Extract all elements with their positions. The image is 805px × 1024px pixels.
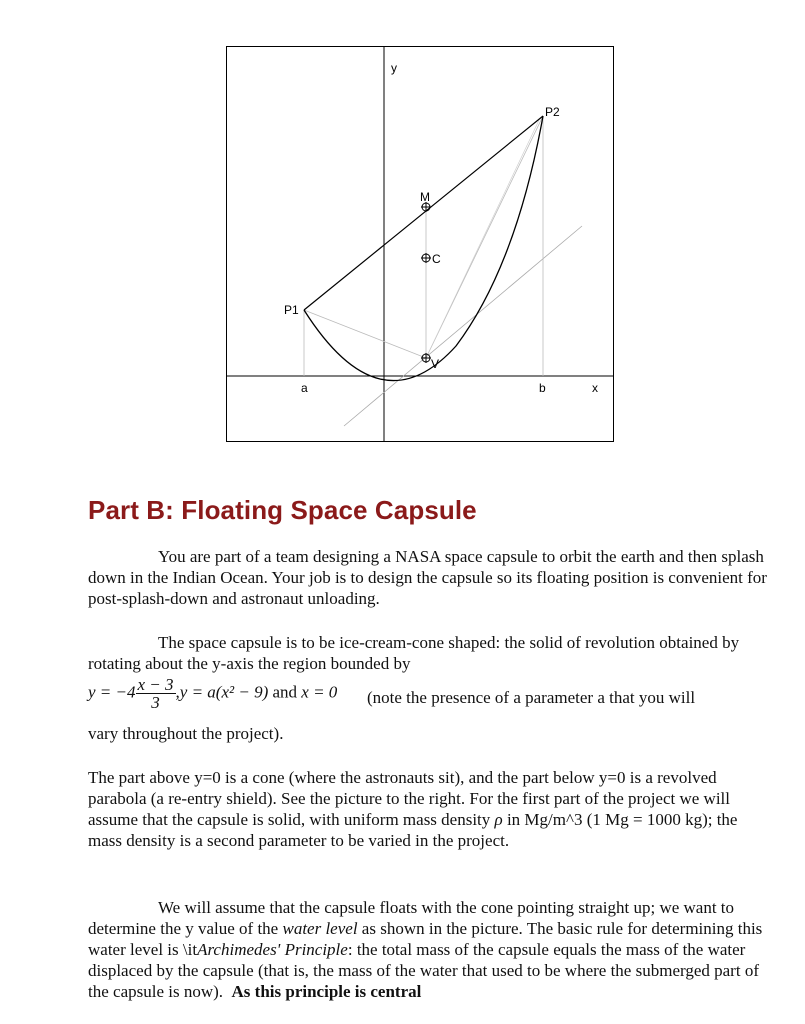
water-level-term: water level xyxy=(282,919,358,938)
equation-parabola: ,y = a(x² − 9) xyxy=(175,682,269,702)
label-p2: P2 xyxy=(545,105,560,119)
tangent-line xyxy=(344,226,582,426)
section-title: Part B: Floating Space Capsule xyxy=(88,495,477,525)
cone-text-b: in Mg/m^3 (1 Mg = 1000 kg); the mass density is a second parameter to be varied in the project. xyxy=(88,810,738,850)
secant-p1-p2 xyxy=(304,116,543,310)
point-c-marker xyxy=(421,253,431,263)
label-m: M xyxy=(420,190,430,204)
label-p1: P1 xyxy=(284,303,299,317)
fraction-denominator: 3 xyxy=(151,693,160,712)
equation-note-line1: (note the presence of a parameter a that you will xyxy=(367,688,696,707)
paragraph-shape-intro: The space capsule is to be ice-cream-cone shaped: the solid of revolution obtained by rotating about the y-axis the region bounded by xyxy=(88,633,740,673)
arch-text-c: : the total mass of the capsule equals the mass of the water displaced by the capsule (that is, the mass of the water that used to be where the submerged part of the capsule is now). xyxy=(88,940,759,1001)
chord-v-p2-b xyxy=(426,118,540,358)
equation-axis: x = 0 xyxy=(301,682,338,702)
arch-text-b: as shown in the picture. The basic rule for determining this water level is \it xyxy=(88,919,763,959)
label-c: C xyxy=(432,252,441,266)
equation-cone-lhs: y = −4 xyxy=(88,682,136,702)
capsule-diagram xyxy=(226,46,614,442)
fraction-numerator: x − 3 xyxy=(137,675,174,694)
label-b: b xyxy=(539,381,546,395)
paragraph-cone-description xyxy=(88,767,768,851)
equation-fraction xyxy=(136,676,176,711)
central-principle-bold: As this principle is central xyxy=(231,982,422,1001)
cone-text-a: The part above y=0 is a cone (where the astronauts sit), and the part below y=0 is a revolved parabola (a re-entry shield). See the picture to the right. For the first part of the project we will assume that the capsule is solid, with uniform mass density xyxy=(88,768,730,829)
equation-and: and xyxy=(272,682,298,702)
label-x-axis: x xyxy=(592,381,598,395)
label-v: V xyxy=(431,357,440,371)
paragraph-intro: You are part of a team designing a NASA space capsule to orbit the earth and then splash down in the Indian Ocean. Your job is to design the capsule so its floating position is convenient for post-splash-down and astronaut unloading. xyxy=(88,547,767,608)
arch-text-a: We will assume that the capsule floats with the cone pointing straight up; we want to determine the y value of the xyxy=(88,898,735,938)
parabola-curve xyxy=(304,116,543,381)
paragraph-archimedes xyxy=(88,897,768,1002)
archimedes-term: Archimedes' Principle xyxy=(197,940,348,959)
equation-note-line2: vary throughout the project). xyxy=(88,724,284,743)
density-symbol: ρ xyxy=(494,810,503,829)
chord-p1-v xyxy=(304,310,426,358)
label-y-axis: y xyxy=(391,61,397,75)
label-a: a xyxy=(301,381,308,395)
